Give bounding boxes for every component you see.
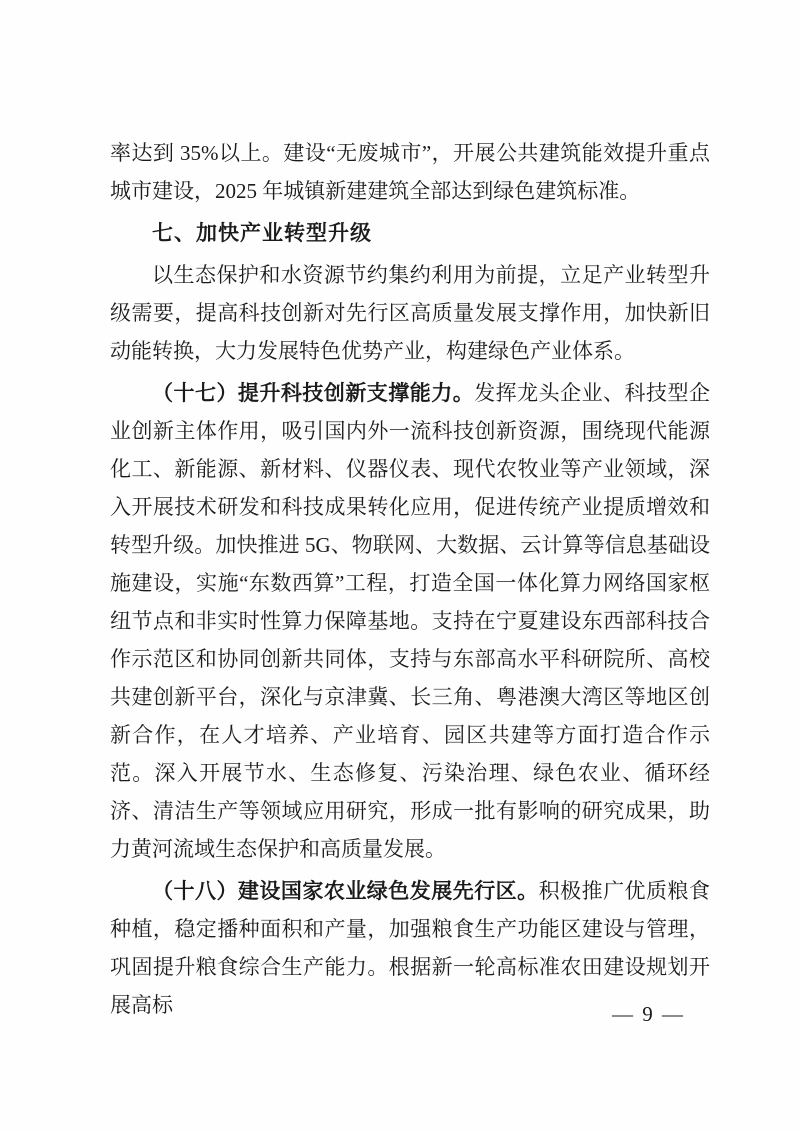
paragraph-intro (110, 256, 710, 370)
paragraph-intro-text: 以生态保护和水资源节约集约利用为前提，立足产业转型升级需要，提高科技创新对先行区高质量发展支撑作用，加快新旧动能转换，大力发展特色优势产业，构建绿色产业体系。 (110, 263, 710, 363)
section-heading: 七、加快产业转型升级 (152, 222, 372, 245)
item17-lead: （十七）提升科技创新支撑能力。 (152, 381, 475, 405)
document-body (110, 134, 710, 1024)
page-number: — 9 — (612, 1002, 685, 1026)
item17-text: 发挥龙头企业、科技型企业创新主体作用，吸引国内外一流科技创新资源，围绕现代能源化工、新能源、新材料、仪器仪表、现代农牧业等产业领域，深入开展技术研发和科技成果转化应用，促进传统产业提质增效和转型升级。加快推进 5G、物联网、大数据、云计算等信息基础设施建设，实施“东数西算”工程，打造全国一体化算力网络国家枢纽节点和非实时性算力保障基地。支持在宁夏建设东西部科技合作示范区和协同创新共同体，支持与东部高水平科研院所、高校共建创新平台，深化与京津冀、长三角、粤港澳大湾区等地区创新合作，在人才培养、产业培育、园区共建等方面打造合作示范。深入开展节水、生态修复、污染治理、绿色农业、循环经济、清洁生产等领域应用研究，形成一批有影响的研究成果，助力黄河流域生态保护和高质量发展。 (110, 381, 711, 861)
paragraph-item17 (110, 374, 710, 868)
item18-lead: （十八）建设国家农业绿色发展先行区。 (152, 879, 539, 903)
paragraph-continuation-text: 率达到 35%以上。建设“无废城市”，开展公共建筑能效提升重点城市建设，2025 年城镇新建建筑全部达到绿色建筑标准。 (110, 141, 710, 203)
paragraph-continuation (110, 134, 710, 210)
item18-text: 积极推广优质粮食种植，稳定播种面积和产量，加强粮食生产功能区建设与管理，巩固提升粮食综合生产能力。根据新一轮高标准农田建设规划开展高标 (110, 879, 710, 1017)
